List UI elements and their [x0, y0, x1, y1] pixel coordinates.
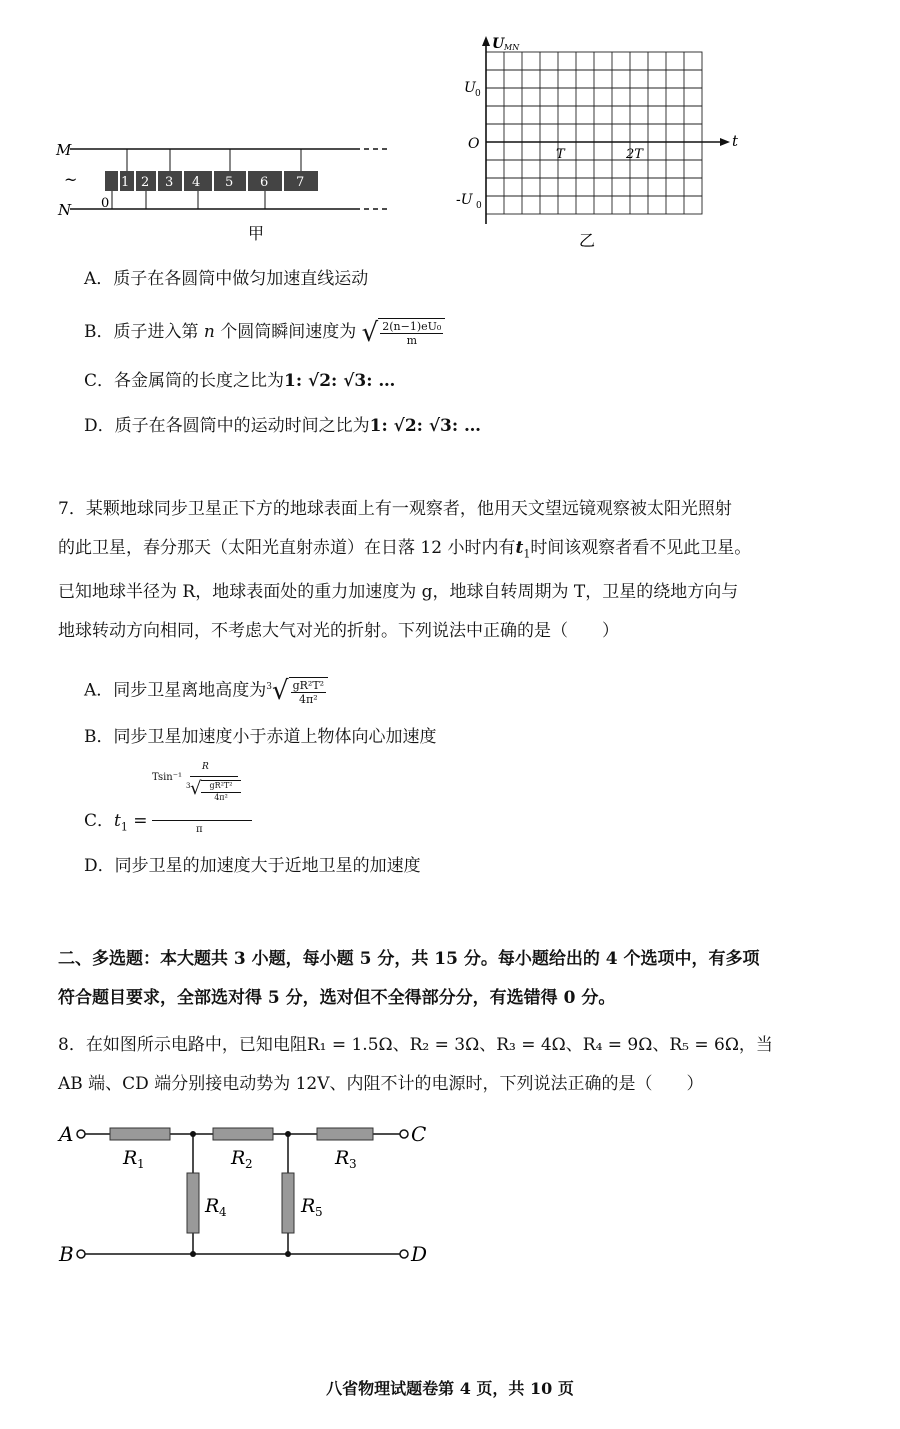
caption-yi: 乙 [579, 231, 596, 250]
section-2-line-2: 符合题目要求，全部选对得 5 分，选对但不全得部分分，有选错得 0 分。 [58, 988, 616, 1008]
origin: O [468, 136, 480, 152]
q6-option-c-prefix: C．各金属筒的长度之比为 [84, 371, 285, 391]
label-r1: R [123, 1147, 138, 1169]
label-r5-sub: 5 [315, 1205, 323, 1219]
q7-stem-line-4: 地球转动方向相同，不考虑大气对光的折射。下列说法中正确的是（ ） [58, 621, 619, 642]
q7-stem-var: t [515, 538, 524, 558]
terminal-d: D [411, 1242, 428, 1266]
label-r4-sub: 4 [219, 1205, 227, 1219]
circuit-diagram [55, 1118, 445, 1278]
q7-c-numer-text: Tsin⁻¹ [152, 772, 182, 783]
label-r3: R [335, 1147, 350, 1169]
tick-neg-u0: -U [456, 192, 473, 208]
cube-root-symbol: √ [272, 676, 289, 707]
q6-option-b-prefix: B．质子进入第 [84, 322, 199, 342]
q7-a-denominator: 4π² [299, 692, 318, 706]
tube-array [105, 149, 338, 209]
q7-c-inner-num: R [202, 762, 209, 772]
q6-option-b [84, 318, 445, 347]
figure-jia [50, 135, 410, 245]
label-r3-sub: 3 [349, 1157, 357, 1171]
tick-2t: 2T [626, 147, 643, 162]
caption-jia: 甲 [248, 224, 265, 243]
q7-c-fraction-top [152, 762, 252, 821]
q7-c-inner-index: 3 [186, 782, 191, 790]
q8-stem [58, 1026, 848, 1104]
label-r1-sub: 1 [137, 1157, 145, 1171]
figure-yi [450, 34, 750, 252]
q6-option-b-var: n [203, 322, 215, 342]
q7-c-eq: = [133, 811, 148, 831]
label-zero: 0 [101, 196, 110, 211]
tick-t: T [556, 147, 565, 162]
q8-stem-line-2: AB 端、CD 端分别接电动势为 12V、内阻不计的电源时，下列说法正确的是（ ） [58, 1074, 704, 1094]
q7-c-denominator: π [196, 824, 203, 835]
resistor-r3 [317, 1128, 373, 1140]
resistor-r4 [187, 1173, 199, 1233]
label-n: N [58, 201, 72, 219]
q7-c-var: t [114, 811, 121, 831]
q6-option-c [84, 370, 395, 392]
y-axis-label: U [492, 36, 505, 52]
tube-8: 8 [330, 175, 339, 190]
label-r5: R [301, 1195, 316, 1217]
q7-c-sub: 1 [120, 820, 128, 834]
sqrt-symbol: √ [361, 317, 379, 348]
label-r2: R [231, 1147, 246, 1169]
q7-stem-line-2a: 的此卫星，春分那天（太阳光直射赤道）在日落 12 小时内有 [58, 538, 516, 558]
label-r2-sub: 2 [245, 1157, 253, 1171]
q7-c-inner-sqrt: √ [190, 778, 202, 799]
terminal-b: B [59, 1242, 74, 1266]
tube-5: 5 [225, 175, 234, 190]
section-2-header [58, 940, 848, 1018]
q7-option-d: D．同步卫星的加速度大于近地卫星的加速度 [84, 856, 421, 876]
tick-u0: U [464, 80, 476, 96]
resistor-r5 [282, 1173, 294, 1233]
tube-6: 6 [260, 175, 269, 190]
page-footer: 八省物理试题卷第 4 页，共 10 页 [326, 1379, 574, 1398]
q7-stem-line-2 [58, 529, 848, 573]
tick-neg-u0-sub: 0 [476, 201, 482, 211]
q6-option-c-ratio: 1: √2: √3: … [284, 371, 396, 391]
q6-option-d [84, 415, 481, 437]
terminal-a: A [59, 1122, 74, 1146]
x-axis-label: t [732, 132, 739, 150]
q7-option-a [84, 676, 328, 706]
q7-stem-line-2b: 时间该观察者看不见此卫星。 [530, 538, 752, 558]
q7-c-inner-rad-den: 4π² [201, 792, 241, 802]
q7-a-root-index: 3 [266, 682, 273, 692]
q7-option-a-prefix: A．同步卫星离地高度为 [84, 680, 267, 701]
tube-4: 4 [192, 175, 201, 190]
q7-stem-line-3: 已知地球半径为 R，地球表面处的重力加速度为 g，地球自转周期为 T，卫星的绕地方向与 [58, 582, 739, 603]
q7-c-label: C． [84, 811, 115, 831]
q6-b-numerator: 2(n−1)eU₀ [382, 320, 442, 333]
q7-c-inner-rad-num: gR²T² [201, 780, 241, 790]
q8-stem-line-1: 8．在如图所示电路中，已知电阻R₁ = 1.5Ω、R₂ = 3Ω、R₃ = 4Ω、R₄ = 9Ω、R₅ = 6Ω，当 [58, 1035, 773, 1055]
q7-a-numerator: gR²T² [292, 678, 325, 692]
q7-option-c-prefix [84, 810, 148, 838]
q7-option-b: B．同步卫星加速度小于赤道上物体向心加速度 [84, 727, 437, 747]
label-r4: R [205, 1195, 220, 1217]
ac-symbol: ~ [64, 170, 78, 189]
label-m: M [56, 141, 72, 159]
q6-option-b-mid: 个圆筒瞬间速度为 [220, 322, 357, 342]
tube-3: 3 [165, 175, 174, 190]
q7-stem [58, 490, 848, 651]
grid [486, 52, 702, 214]
terminal-c: C [411, 1122, 427, 1146]
tick-u0-sub: 0 [475, 89, 481, 99]
q7-option-c [84, 762, 384, 842]
q6-option-d-ratio: 1: √2: √3: … [369, 416, 482, 436]
y-axis-sub: MN [504, 43, 520, 52]
q7-stem-sub: 1 [523, 547, 531, 561]
section-2-line-1: 二、多选题：本大题共 3 小题，每小题 5 分，共 15 分。每小题给出的 4 个选项中，有多项 [58, 949, 760, 969]
q6-b-denominator: m [406, 334, 417, 347]
tube-7: 7 [296, 175, 305, 190]
tube-2: 2 [141, 175, 150, 190]
q7-stem-line-1: 7．某颗地球同步卫星正下方的地球表面上有一观察者，他用天文望远镜观察被太阳光照射 [58, 499, 732, 519]
resistor-r1 [110, 1128, 170, 1140]
q6-option-d-prefix: D．质子在各圆筒中的运动时间之比为 [84, 416, 370, 436]
q6-option-a: A．质子在各圆筒中做匀加速直线运动 [84, 269, 369, 289]
q7-c-inner-bar [190, 776, 238, 777]
tube-1: 1 [121, 175, 130, 190]
resistor-r2 [213, 1128, 273, 1140]
